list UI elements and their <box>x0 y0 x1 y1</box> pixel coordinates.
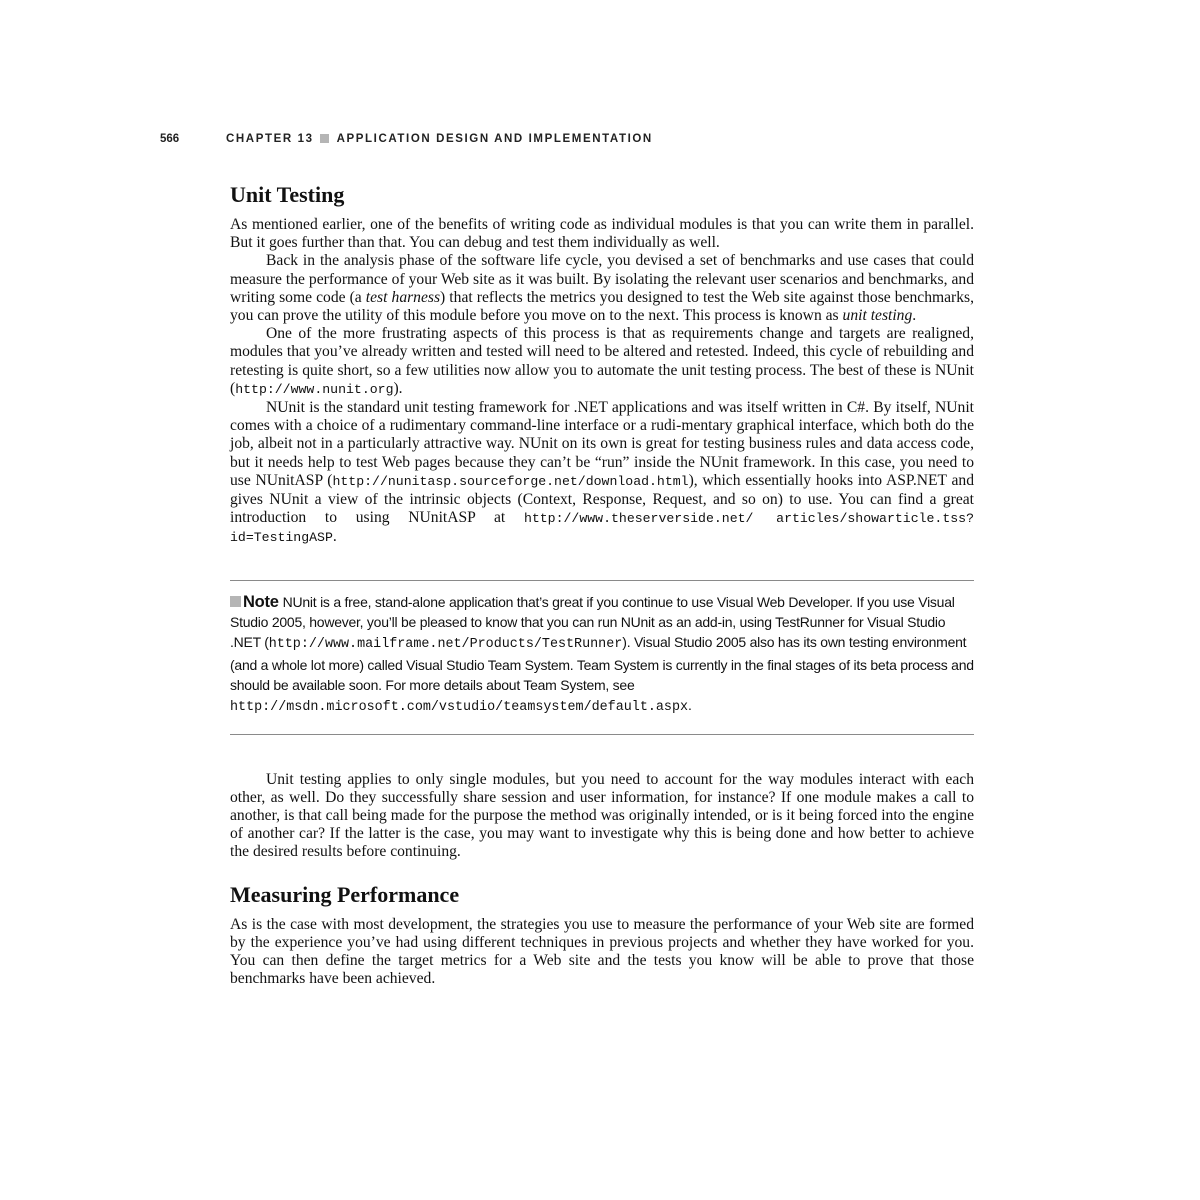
text-run: NUnit is a free, stand-alone application that’s great if you continue to use Visual Web Developer. If you use Visual Studio 2005, however, you’ll be pleased to know that you can run NUnit as an add-in, using TestRunner for Visual Studio .NET ( <box>230 593 955 650</box>
text-run: Back in the analysis phase of the software life cycle, you devised a set of benchmarks and use cases that could measure the performance of your Web site as it was built. By isolating the relevant user scenarios and benchmarks, and writing some code (a <box>230 252 974 306</box>
emphasis-term: test harness <box>365 288 441 306</box>
paragraph <box>230 399 974 548</box>
chapter-title: APPLICATION DESIGN AND IMPLEMENTATION <box>336 133 653 145</box>
running-header <box>160 133 980 151</box>
section-heading-measuring-performance: Measuring Performance <box>230 881 460 907</box>
square-bullet-icon <box>320 134 329 143</box>
page-content <box>230 180 974 988</box>
paragraph <box>230 252 974 325</box>
note-text <box>230 592 974 718</box>
paragraph: As is the case with most development, the strategies you use to measure the performance of your Web site are formed by the experience you’ve had using different techniques in previous projects and whether they have worked for you. You can then define the target metrics for a Web site and the tests you know will be able to prove that those benchmarks have been achieved. <box>230 915 974 988</box>
note-box <box>230 580 974 735</box>
paragraph <box>230 325 974 399</box>
chapter-number: CHAPTER 13 <box>226 133 314 145</box>
note-label: Note <box>243 592 279 611</box>
square-bullet-icon <box>230 596 241 607</box>
paragraph: Unit testing applies to only single modules, but you need to account for the way modules interact with each other, as well. Do they successfully share session and user information, for instance? If one module makes a call to another, is that call being made for the purpose the method was originally intended, or is it being forced into the engine of another car? If the latter is the case, you may want to investigate why this is being done and how better to achieve the desired results before continuing. <box>230 770 974 861</box>
text-run: One of the more frustrating aspects of this process is that as requirements change and targets are realigned, modules that you’ve already written and tested will need to be altered and retested. Indeed, this cycle of rebuilding and retesting is quite short, so a few utilities now allow you to automate the unit testing process. The best of these is NUnit ( <box>230 325 974 397</box>
text-run: ) that reflects the metrics you designed to test the Web site against those benchmarks, you can prove the utility of this module before you move on to the next. This process is known as <box>230 288 974 325</box>
chapter-label <box>226 133 653 145</box>
text-run: ). Visual Studio 2005 also has its own testing environment (and a whole lot more) called Visual Studio Team System. Team System is currently in the final stages of its beta process and should be available soon. For more details about Team System, see <box>230 633 974 693</box>
paragraph: As mentioned earlier, one of the benefits of writing code as individual modules is that you can write them in parallel. But it goes further than that. You can debug and test them individually as well. <box>230 216 974 252</box>
url-text: http://www.mailframe.net/Products/TestRunner <box>268 636 623 652</box>
text-run: . <box>332 528 337 546</box>
section-heading-unit-testing: Unit Testing <box>230 182 345 207</box>
text-run: ), which essentially hooks into ASP.NET and gives NUnit a view of the intrinsic objects (Context, Response, Request, and so on) to use. You can find a great introduction to using NUnitASP at <box>230 471 974 527</box>
emphasis-term: unit testing <box>842 307 913 325</box>
page-number: 566 <box>160 133 180 145</box>
url-text: http://www.nunit.org <box>235 381 394 397</box>
url-text: http://www.theserverside.net/ articles/showarticle.tss?id=TestingASP <box>230 511 975 546</box>
url-text: http://nunitasp.sourceforge.net/download.html <box>332 473 689 489</box>
text-run: ). <box>393 379 403 397</box>
text-run: . <box>912 307 917 325</box>
url-text: http://msdn.microsoft.com/vstudio/teamsystem/default.aspx <box>230 699 689 715</box>
text-run: . <box>688 696 692 713</box>
spacer <box>230 862 974 880</box>
text-run: NUnit is the standard unit testing framework for .NET applications and was itself written in C#. By itself, NUnit comes with a choice of a rudimentary command-line interface or a rudi-mentary graphical interface, which both do the job, albeit not in a particularly attractive way. NUnit on its own is great for testing business rules and data access code, but it needs help to test Web pages because they can’t be “run” inside the NUnit framework. In this case, you need to use NUnitASP ( <box>230 399 974 489</box>
